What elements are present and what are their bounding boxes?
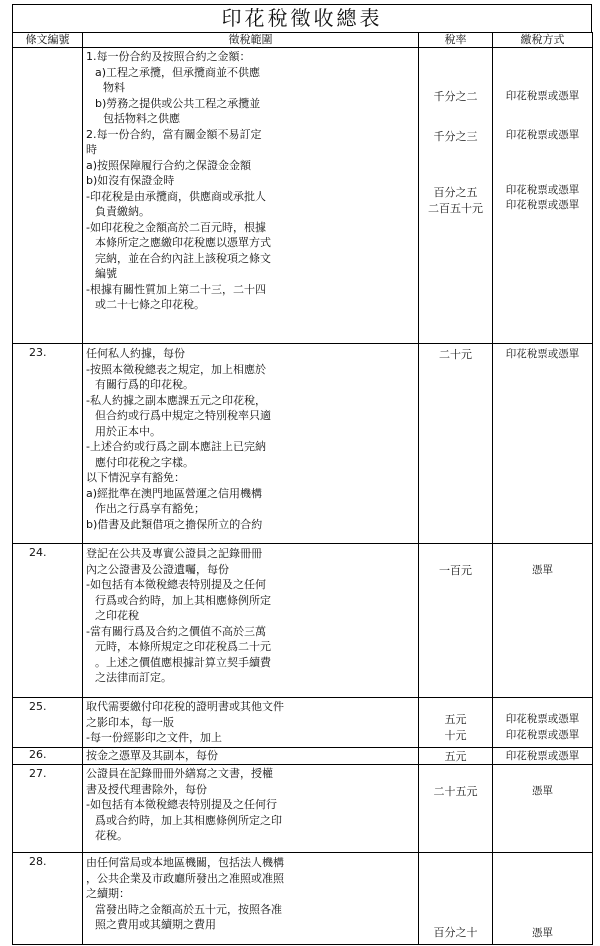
scope-line: -私人約據之副本應課五元之印花稅， <box>86 393 266 407</box>
article-number: 23. <box>13 344 83 544</box>
scope-line: 編號 <box>95 267 117 280</box>
scope-line: -上述合約或行爲之副本應註上已完納 <box>86 440 266 453</box>
rate-value: 十元 <box>444 728 467 742</box>
scope-line: 行爲或合約時，加上其相應條例所定 <box>95 593 271 607</box>
payment-cell <box>493 853 593 945</box>
scope-cell <box>83 853 419 945</box>
scope-line: 應付印花稅之字樣。 <box>95 455 194 469</box>
scope-line: 照之費用或其續期之費用 <box>95 918 216 931</box>
rate-cell <box>419 853 493 945</box>
payment-cell <box>493 748 593 765</box>
scope-cell <box>83 765 419 853</box>
header-scope: 徵稅範圍 <box>83 33 419 48</box>
rate-value: 五元 <box>444 750 467 763</box>
payment-method: 印花稅票或憑單 <box>505 90 580 102</box>
payment-method: 憑單 <box>532 564 553 576</box>
scope-line: 之續期： <box>86 887 130 900</box>
scope-line: 。上述之價值應根據計算立契手續費 <box>95 655 271 669</box>
payment-method: 憑單 <box>532 927 553 939</box>
table-row <box>13 698 593 748</box>
rate-cell <box>419 748 493 765</box>
scope-line: -每一份經影印之文件，加上 <box>86 731 222 744</box>
payment-cell <box>493 765 593 853</box>
header-row <box>13 33 593 48</box>
scope-line: 取代需要繳付印花稅的證明書或其他文件 <box>86 700 284 713</box>
table-row <box>13 344 593 544</box>
payment-cell <box>493 48 593 344</box>
rate-cell <box>419 698 493 748</box>
scope-line: -根據有關性質加上第二十三，二十四 <box>86 282 266 296</box>
table-row <box>13 48 593 344</box>
scope-line: 之印花稅 <box>95 609 139 622</box>
page-title: 印花稅徵收總表 <box>221 6 383 30</box>
rate-value: 五元 <box>444 713 467 726</box>
scope-line: 由任何當局或本地區機關，包括法人機構 <box>86 856 284 869</box>
scope-line: -印花稅是由承攬商，供應商或承批人 <box>86 189 266 203</box>
rate-value: 千分之二 <box>433 90 478 103</box>
scope-line: 但合約或行爲中規定之特別稅率只適 <box>95 409 271 422</box>
scope-line: 包括物料之供應 <box>103 112 180 125</box>
payment-method: 印花稅票或憑單 <box>505 184 580 196</box>
scope-line: 以下情況享有豁免： <box>86 471 185 484</box>
scope-line: b)如沒有保證金時 <box>86 174 175 187</box>
scope-line: 內之公證書及公證遺囑，每份 <box>86 562 229 576</box>
scope-line: 物料 <box>103 81 125 94</box>
scope-line: 花稅。 <box>95 829 128 842</box>
article-number: 28. <box>13 853 83 945</box>
header-rate: 稅率 <box>419 33 493 48</box>
scope-line: ，公共企業及市政廳所發出之准照或准照 <box>86 871 284 885</box>
rate-cell <box>419 765 493 853</box>
payment-cell <box>493 344 593 544</box>
table-row <box>13 765 593 853</box>
rate-value: 千分之三 <box>433 130 478 143</box>
payment-method: 印花稅票或憑單 <box>505 199 580 211</box>
payment-method: 憑單 <box>532 785 553 797</box>
payment-cell <box>493 698 593 748</box>
scope-line: 公證員在記錄冊冊外繕寫之文書，授權 <box>86 767 273 780</box>
scope-cell <box>83 748 419 765</box>
scope-line: 1.每一份合約及按照合約之金額： <box>86 50 251 63</box>
scope-cell <box>83 544 419 698</box>
scope-line: 本條所定之應繳印花稅應以憑單方式 <box>95 236 271 249</box>
scope-line: a)按照保障履行合約之保證金金額 <box>86 158 252 172</box>
scope-line: b)借書及此類借項之擔保所立的合約 <box>86 517 263 531</box>
table-row <box>13 748 593 765</box>
scope-line: b)勞務之提供或公共工程之承攬並 <box>95 96 261 110</box>
scope-line: a)經批準在澳門地區營運之信用機構 <box>86 486 263 500</box>
stamp-duty-table <box>12 32 593 945</box>
article-number: 24. <box>13 544 83 698</box>
scope-line: 任何私人約據，每份 <box>86 347 185 360</box>
payment-method: 印花稅票或憑單 <box>505 129 580 141</box>
scope-line: 有關行爲的印花稅。 <box>95 378 194 391</box>
article-number: 26. <box>13 748 83 765</box>
scope-line: -當有關行爲及合約之價值不高於三萬 <box>86 624 266 638</box>
scope-cell <box>83 698 419 748</box>
scope-line: 2.每一份合約，當有關金額不易訂定 <box>86 127 262 141</box>
scope-line: 元時，本條所規定之印花稅爲二十元 <box>95 640 271 653</box>
scope-cell <box>83 344 419 544</box>
scope-line: a)工程之承攬，但承攬商並不供應 <box>95 65 261 79</box>
scope-line: 登記在公共及專實公證員之記錄冊冊 <box>86 547 262 560</box>
table-row <box>13 544 593 698</box>
rate-value: 一百元 <box>439 564 472 577</box>
scope-line: 負責繳納。 <box>95 205 150 218</box>
scope-line: 書及授代理書除外，每份 <box>86 782 207 796</box>
rate-cell <box>419 544 493 698</box>
scope-line: 時 <box>86 143 97 156</box>
rate-cell <box>419 48 493 344</box>
scope-line: -如包括有本徵稅總表特別提及之任何 <box>86 578 266 591</box>
scope-line: -如包括有本徵稅總表特別提及之任何行 <box>86 798 277 811</box>
rate-cell <box>419 344 493 544</box>
scope-line: 之法律而訂定。 <box>95 671 172 684</box>
scope-line: 用於正本中。 <box>95 424 161 438</box>
title-bar <box>12 4 592 32</box>
scope-line: -如印花稅之金額高於二百元時，根據 <box>86 220 266 234</box>
payment-method: 印花稅票或憑單 <box>505 750 580 762</box>
scope-line: 完納，並在合約內註上該稅項之條文 <box>95 251 271 265</box>
payment-cell <box>493 544 593 698</box>
article-cell <box>13 48 83 344</box>
article-number: 25. <box>13 698 83 748</box>
scope-line: 之影印本，每一版 <box>86 715 174 729</box>
payment-method: 印花稅票或憑單 <box>505 348 580 360</box>
rate-value: 百分之十 <box>433 926 478 939</box>
scope-line: 爲或合約時，加上其相應條例所定之印 <box>95 813 282 827</box>
scope-line: 按金之憑單及其副本，每份 <box>86 749 218 762</box>
rate-value: 百分之五 <box>433 186 478 199</box>
rate-value: 二十元 <box>439 348 472 361</box>
scope-line: -按照本徵稅總表之規定，加上相應於 <box>86 362 266 376</box>
rate-value: 二十五元 <box>433 785 478 798</box>
table-row <box>13 853 593 945</box>
scope-line: 或二十七條之印花稅。 <box>95 298 205 311</box>
payment-method: 印花稅票或憑單 <box>505 713 580 725</box>
scope-line: 作出之行爲享有豁免； <box>95 502 205 515</box>
payment-method: 印花稅票或憑單 <box>505 728 580 741</box>
scope-line: 當發出時之金額高於五十元，按照各准 <box>95 902 282 916</box>
article-number: 27. <box>13 765 83 853</box>
header-article: 條文編號 <box>13 33 83 48</box>
rate-value: 二百五十元 <box>428 202 483 215</box>
scope-cell <box>83 48 419 344</box>
header-payment: 繳稅方式 <box>493 33 593 48</box>
